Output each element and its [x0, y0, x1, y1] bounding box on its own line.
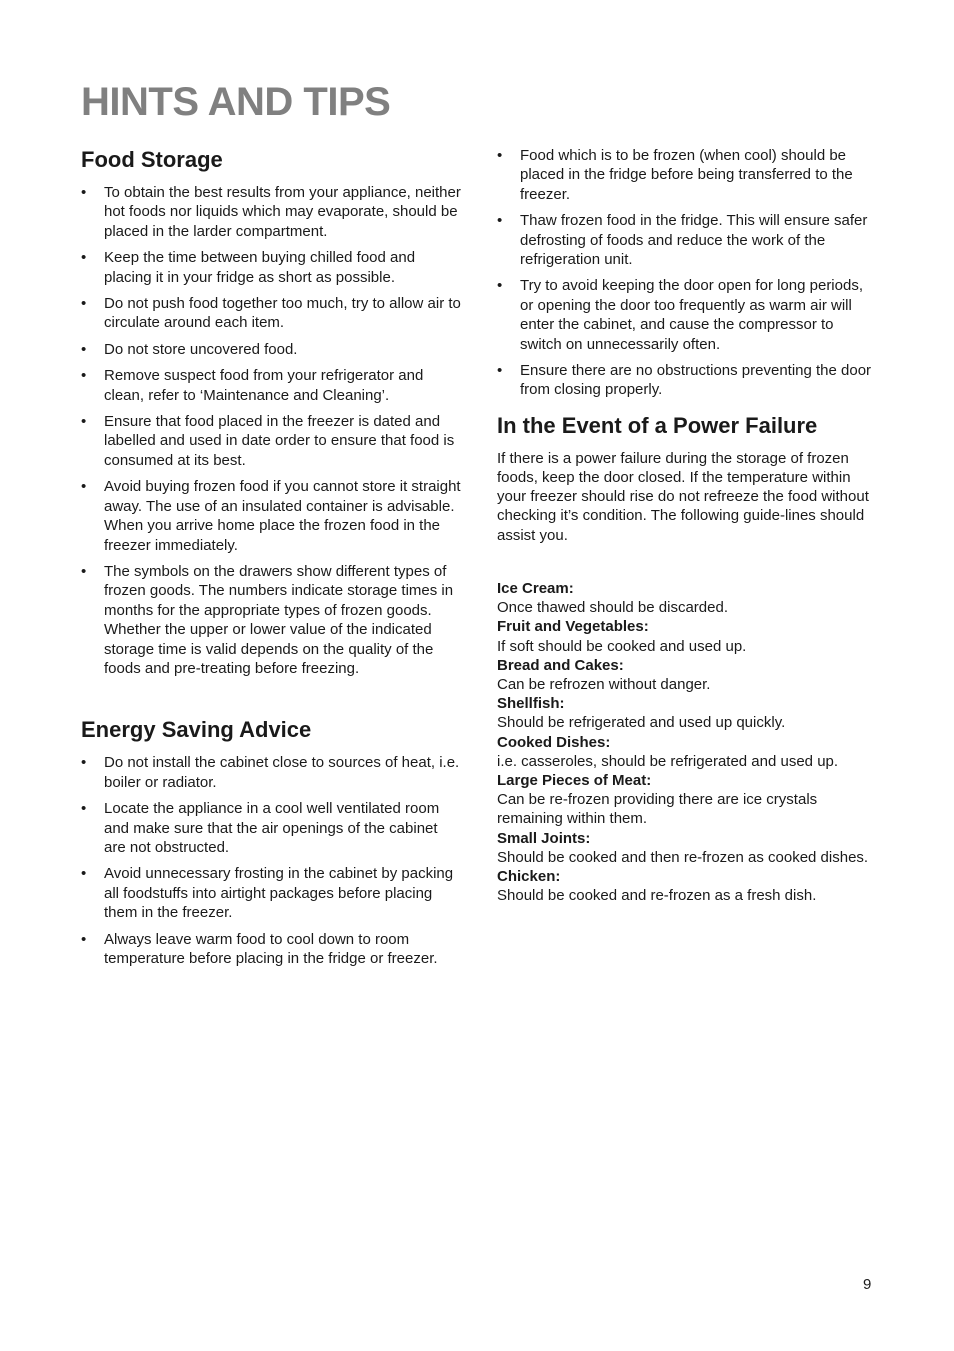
- guideline-title: Ice Cream:: [497, 579, 574, 597]
- list-item: • Food which is to be frozen (when cool) should be placed in the fridge before being transferred to the freezer.: [497, 146, 877, 204]
- guideline-text: Can be re-frozen providing there are ice crystals remaining within them.: [497, 791, 818, 828]
- power-failure-intro: If there is a power failure during the storage of frozen foods, keep the door closed. If the temperature within your freezer should rise do not refreeze the food without checking it’s condition. The following guide-lines should assist you.: [497, 449, 869, 544]
- list-item: • Thaw frozen food in the fridge. This will ensure safer defrosting of foods and reduce the work of the refrigeration unit.: [497, 211, 877, 269]
- guideline-title: Fruit and Vegetables:: [497, 618, 649, 636]
- list-item: • Ensure that food placed in the freezer is dated and labelled and used in date order to ensure that food is consumed at its best.: [81, 412, 461, 470]
- guideline-text: i.e. casseroles, should be refrigerated and used up.: [497, 752, 839, 770]
- list-item: • To obtain the best results from your appliance, neither hot foods nor liquids which may evaporate, should be placed in the larder compartment.: [81, 183, 461, 241]
- energy-saving-list: [81, 753, 461, 968]
- list-item: • Do not install the cabinet close to sources of heat, i.e. boiler or radiator.: [81, 753, 461, 792]
- guideline-title: Shellfish:: [497, 695, 565, 713]
- energy-saving-heading: Energy Saving Advice: [81, 717, 312, 743]
- page-title: HINTS AND TIPS: [81, 80, 391, 124]
- guideline-text: If soft should be cooked and used up.: [497, 637, 747, 655]
- right-column: [497, 146, 877, 905]
- guideline-text: Should be cooked and then re-frozen as cooked dishes.: [497, 848, 869, 866]
- guideline-text: Should be cooked and re-frozen as a fresh dish.: [497, 887, 817, 905]
- food-storage-list: [81, 183, 461, 678]
- list-item: • Do not store uncovered food.: [81, 340, 461, 359]
- list-item: • Try to avoid keeping the door open for long periods, or opening the door too frequently as warm air will enter the cabinet, and cause the compressor to switch on unnecessarily often.: [497, 276, 877, 354]
- food-storage-heading: Food Storage: [81, 147, 223, 172]
- power-failure-guidelines: [497, 579, 877, 905]
- list-item: • Always leave warm food to cool down to room temperature before placing in the fridge or freezer.: [81, 930, 461, 969]
- guideline-text: Can be refrozen without danger.: [497, 675, 711, 693]
- guideline-title: Cooked Dishes:: [497, 733, 611, 751]
- guideline-title: Small Joints:: [497, 829, 591, 847]
- energy-saving-continued-list: [497, 146, 877, 400]
- list-item: • Keep the time between buying chilled food and placing it in your fridge as short as possible.: [81, 248, 461, 287]
- list-item: • Remove suspect food from your refrigerator and clean, refer to ‘Maintenance and Cleaning’.: [81, 366, 461, 405]
- list-item: • Avoid unnecessary frosting in the cabinet by packing all foodstuffs into airtight packages before placing them in the freezer.: [81, 864, 461, 922]
- page-number: 9: [863, 1276, 872, 1293]
- list-item: • Do not push food together too much, try to allow air to circulate around each item.: [81, 294, 461, 333]
- power-failure-heading: In the Event of a Power Failure: [497, 412, 818, 438]
- list-item: • The symbols on the drawers show different types of frozen goods. The numbers indicate storage times in months for the appropriate types of frozen goods. Whether the upper or lower value of the indicated storage time is valid depends on the quality of the foods and pre-treating before freezing.: [81, 562, 461, 678]
- left-column: [81, 145, 461, 975]
- list-item: • Ensure there are no obstructions preventing the door from closing properly.: [497, 361, 877, 400]
- guideline-text: Should be refrigerated and used up quickly.: [497, 714, 786, 732]
- list-item: • Locate the appliance in a cool well ventilated room and make sure that the air openings of the cabinet are not obstructed.: [81, 799, 461, 857]
- guideline-title: Large Pieces of Meat:: [497, 771, 652, 789]
- guideline-text: Once thawed should be discarded.: [497, 599, 728, 617]
- guideline-title: Chicken:: [497, 867, 561, 885]
- list-item: • Avoid buying frozen food if you cannot store it straight away. The use of an insulated container is advisable. When you arrive home place the frozen food in the freezer immediately.: [81, 477, 461, 555]
- guideline-title: Bread and Cakes:: [497, 656, 624, 674]
